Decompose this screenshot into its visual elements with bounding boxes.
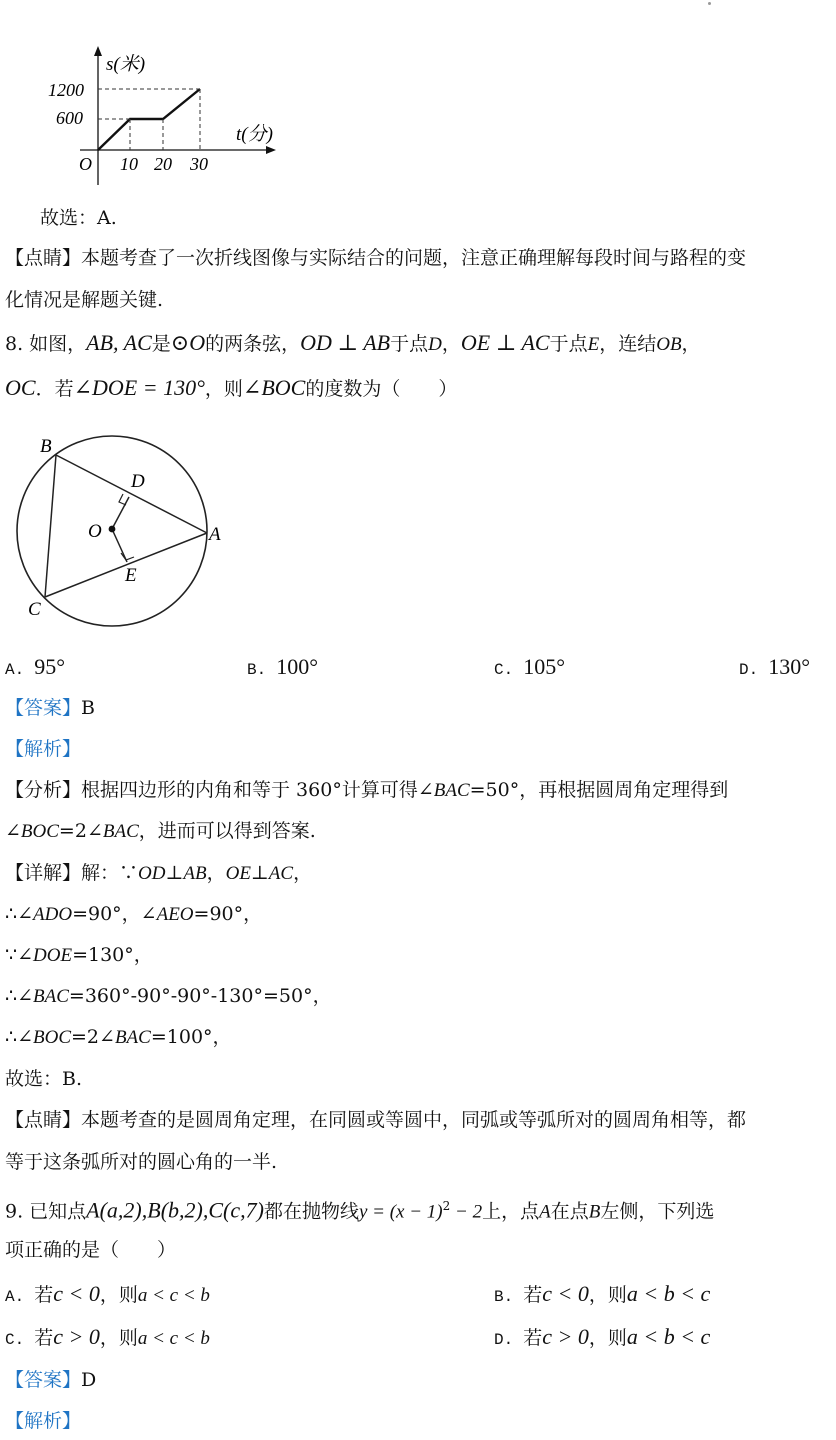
option-result: a < c < b xyxy=(137,1328,210,1349)
stem-text: 左侧，下列选 xyxy=(600,1200,715,1223)
q9-option-c[interactable] xyxy=(5,1324,210,1353)
stem-text: ．若 xyxy=(35,378,74,400)
option-text: 若 xyxy=(34,1284,54,1306)
option-text: ，则 xyxy=(99,1327,138,1349)
option-text: 若 xyxy=(523,1327,543,1349)
xiangjie-tag: 【详解】 xyxy=(5,862,82,884)
point-d: D xyxy=(428,334,442,355)
q7-comment-cont: 化情况是解题关键. xyxy=(5,289,164,311)
math-parabola: y = (x − 1) xyxy=(358,1201,443,1223)
solution-text: ， xyxy=(206,862,226,884)
option-condition: c < 0 xyxy=(53,1281,100,1306)
therefore-symbol: ∴ xyxy=(5,1026,18,1048)
math-oc: OC xyxy=(5,375,36,400)
q8-step-2 xyxy=(5,902,830,927)
solution-text: =90°， xyxy=(72,903,141,925)
stem-text: 是 xyxy=(151,333,171,355)
q8-option-c[interactable] xyxy=(494,654,565,683)
math-oe-perp-ac: OE ⊥ AC xyxy=(460,330,550,355)
label-e: E xyxy=(125,565,137,586)
stem-text: 上，点 xyxy=(482,1200,540,1223)
solution-text: =100°， xyxy=(150,1026,232,1048)
math-angle-doe: ∠DOE xyxy=(17,945,73,966)
q7-comment xyxy=(5,246,830,270)
option-letter: D. xyxy=(739,661,759,679)
math-angle-boc: ∠BOC xyxy=(17,1027,72,1048)
option-value: 100° xyxy=(276,654,319,679)
option-letter: C. xyxy=(5,1331,25,1349)
option-condition: c < 0 xyxy=(542,1281,589,1306)
math-oe: OE xyxy=(225,863,251,884)
y-tick-1200: 1200 xyxy=(48,80,84,100)
math-od: OD xyxy=(138,863,166,884)
math-ac: AC xyxy=(268,863,294,884)
stem-text: 于点 xyxy=(549,333,588,355)
q7-answer-line: 故选：A. xyxy=(40,207,117,229)
q9-stem-line-1 xyxy=(5,1194,830,1224)
option-result: a < b < c xyxy=(626,1324,711,1349)
answer-value: B xyxy=(81,697,95,719)
option-condition: c > 0 xyxy=(542,1324,589,1349)
math-angle-bac: ∠BAC xyxy=(417,780,470,801)
q8-option-a[interactable] xyxy=(5,654,65,683)
comment-text: 本题考查的是圆周角定理，在同圆或等圆中，同弧或等弧所对的圆周角相等，都 xyxy=(81,1109,747,1131)
q9-option-a[interactable] xyxy=(5,1281,210,1310)
option-value: 95° xyxy=(34,654,66,679)
perp-symbol: ⊥ xyxy=(250,862,269,884)
solution-text: =90°， xyxy=(193,903,263,925)
q8-option-d[interactable] xyxy=(739,654,810,683)
math-ab-ac: AB, AC xyxy=(86,330,152,355)
y-tick-600: 600 xyxy=(56,108,83,128)
because-symbol: ∵ xyxy=(5,944,18,966)
solution-text: 解：∵ xyxy=(81,862,139,884)
comment-tag: 【点睛】 xyxy=(5,247,82,269)
q9-analysis-tag: 【解析】 xyxy=(5,1410,82,1432)
stem-text: 的度数为（ ） xyxy=(305,378,458,400)
point-b: B xyxy=(588,1201,601,1223)
option-letter: A. xyxy=(5,1288,25,1306)
comment-text: 本题考查了一次折线图像与实际结合的问题，注意正确理解每段时间与路程的变 xyxy=(81,247,747,269)
x-tick-30: 30 xyxy=(190,154,208,174)
stem-text: 的两条弦， xyxy=(205,333,301,355)
label-d: D xyxy=(131,471,145,492)
q9-option-d[interactable] xyxy=(494,1324,710,1353)
solution-text: =2 xyxy=(71,1026,100,1048)
comment-tag: 【点睛】 xyxy=(5,1109,82,1131)
math-parabola-tail: − 2 xyxy=(450,1201,483,1223)
option-text: ，则 xyxy=(99,1284,138,1306)
fenxi-text: =50°，再根据圆周角定理得到 xyxy=(469,779,729,801)
math-angle-bac: ∠BAC xyxy=(17,986,69,1007)
math-ab: AB xyxy=(183,863,207,884)
distance-time-graph xyxy=(40,40,290,190)
q8-stem-line-1 xyxy=(5,331,830,357)
q8-choose: 故选：B. xyxy=(5,1068,83,1090)
q9-option-b[interactable] xyxy=(494,1281,710,1310)
solution-text: ， xyxy=(293,862,313,884)
math-angle-bac: ∠BAC xyxy=(86,821,139,842)
math-od-perp-ab: OD ⊥ AB xyxy=(300,330,391,355)
scan-speck xyxy=(708,2,711,5)
option-value: 105° xyxy=(523,654,566,679)
label-c: C xyxy=(28,599,41,620)
x-axis-label: t(分) xyxy=(236,124,273,145)
option-condition: c > 0 xyxy=(53,1324,100,1349)
fenxi-tag: 【分析】 xyxy=(5,779,82,801)
math-points: A(a,2),B(b,2),C(c,7) xyxy=(86,1197,264,1223)
label-b: B xyxy=(40,436,52,457)
math-angle-boc: ∠BOC xyxy=(5,821,59,842)
stem-text: 都在抛物线 xyxy=(263,1200,359,1223)
solution-text: =130°， xyxy=(72,944,153,966)
fenxi-text: 根据四边形的内角和等于 360°计算可得 xyxy=(81,779,418,801)
math-angle-boc: ∠BOC xyxy=(242,375,306,400)
math-angle-ado: ∠ADO xyxy=(17,904,73,925)
q8-option-b[interactable] xyxy=(247,654,318,683)
option-text: 若 xyxy=(523,1284,543,1306)
math-exponent: 2 xyxy=(442,1199,451,1213)
q8-stem-line-2 xyxy=(5,376,830,401)
option-text: ，则 xyxy=(588,1284,627,1306)
q8-step-5 xyxy=(5,1025,830,1050)
q9-answer xyxy=(5,1368,830,1392)
option-text: ，则 xyxy=(588,1327,627,1349)
math-ob: OB xyxy=(656,334,682,355)
point-e: E xyxy=(587,334,600,355)
answer-tag: 【答案】 xyxy=(5,1369,82,1391)
fenxi-text: =2 xyxy=(58,820,87,842)
option-result: a < c < b xyxy=(137,1285,210,1306)
label-o: O xyxy=(88,521,102,542)
stem-text: ， xyxy=(681,333,701,355)
answer-value: D xyxy=(81,1369,97,1391)
stem-text: ，则 xyxy=(204,378,243,400)
q8-fenxi-cont xyxy=(5,819,830,844)
question-number: 8. 如图， xyxy=(5,333,87,355)
option-letter: D. xyxy=(494,1331,514,1349)
q8-xiangjie xyxy=(5,861,830,886)
q8-step-4 xyxy=(5,984,830,1009)
option-letter: B. xyxy=(494,1288,514,1306)
q8-answer xyxy=(5,696,830,720)
option-text: 若 xyxy=(34,1327,54,1349)
math-angle-aeo: ∠AEO xyxy=(140,904,194,925)
therefore-symbol: ∴ xyxy=(5,903,18,925)
q8-comment-cont: 等于这条弧所对的圆心角的一半. xyxy=(5,1151,278,1173)
question-number: 9. 已知点 xyxy=(5,1200,87,1223)
label-a: A xyxy=(209,524,221,545)
origin-label: O xyxy=(79,154,92,174)
math-angle-bac: ∠BAC xyxy=(99,1027,151,1048)
answer-tag: 【答案】 xyxy=(5,697,82,719)
math-angle-doe: ∠DOE = 130° xyxy=(73,375,205,400)
fenxi-text: ，进而可以得到答案. xyxy=(138,820,316,842)
math-circle-o: ⊙O xyxy=(170,330,206,355)
solution-text: =360°-90°-90°-130°=50°， xyxy=(68,985,332,1007)
point-a: A xyxy=(539,1201,551,1223)
circle-figure xyxy=(5,425,240,640)
option-letter: C. xyxy=(494,661,514,679)
stem-text: 在点 xyxy=(550,1200,589,1223)
option-result: a < b < c xyxy=(626,1281,711,1306)
option-letter: A. xyxy=(5,661,25,679)
perp-symbol: ⊥ xyxy=(165,862,184,884)
y-axis-label: s(米) xyxy=(106,54,146,75)
stem-text: ， xyxy=(441,333,461,355)
option-letter: B. xyxy=(247,661,267,679)
x-tick-10: 10 xyxy=(120,154,138,174)
q8-comment xyxy=(5,1108,830,1132)
therefore-symbol: ∴ xyxy=(5,985,18,1007)
q8-step-3 xyxy=(5,943,830,968)
option-value: 130° xyxy=(768,654,811,679)
x-tick-20: 20 xyxy=(154,154,172,174)
q9-stem-line-2: 项正确的是（ ） xyxy=(5,1239,177,1261)
q8-analysis-tag: 【解析】 xyxy=(5,738,82,760)
stem-text: ，连结 xyxy=(599,333,657,355)
q8-fenxi xyxy=(5,778,830,803)
stem-text: 于点 xyxy=(390,333,429,355)
